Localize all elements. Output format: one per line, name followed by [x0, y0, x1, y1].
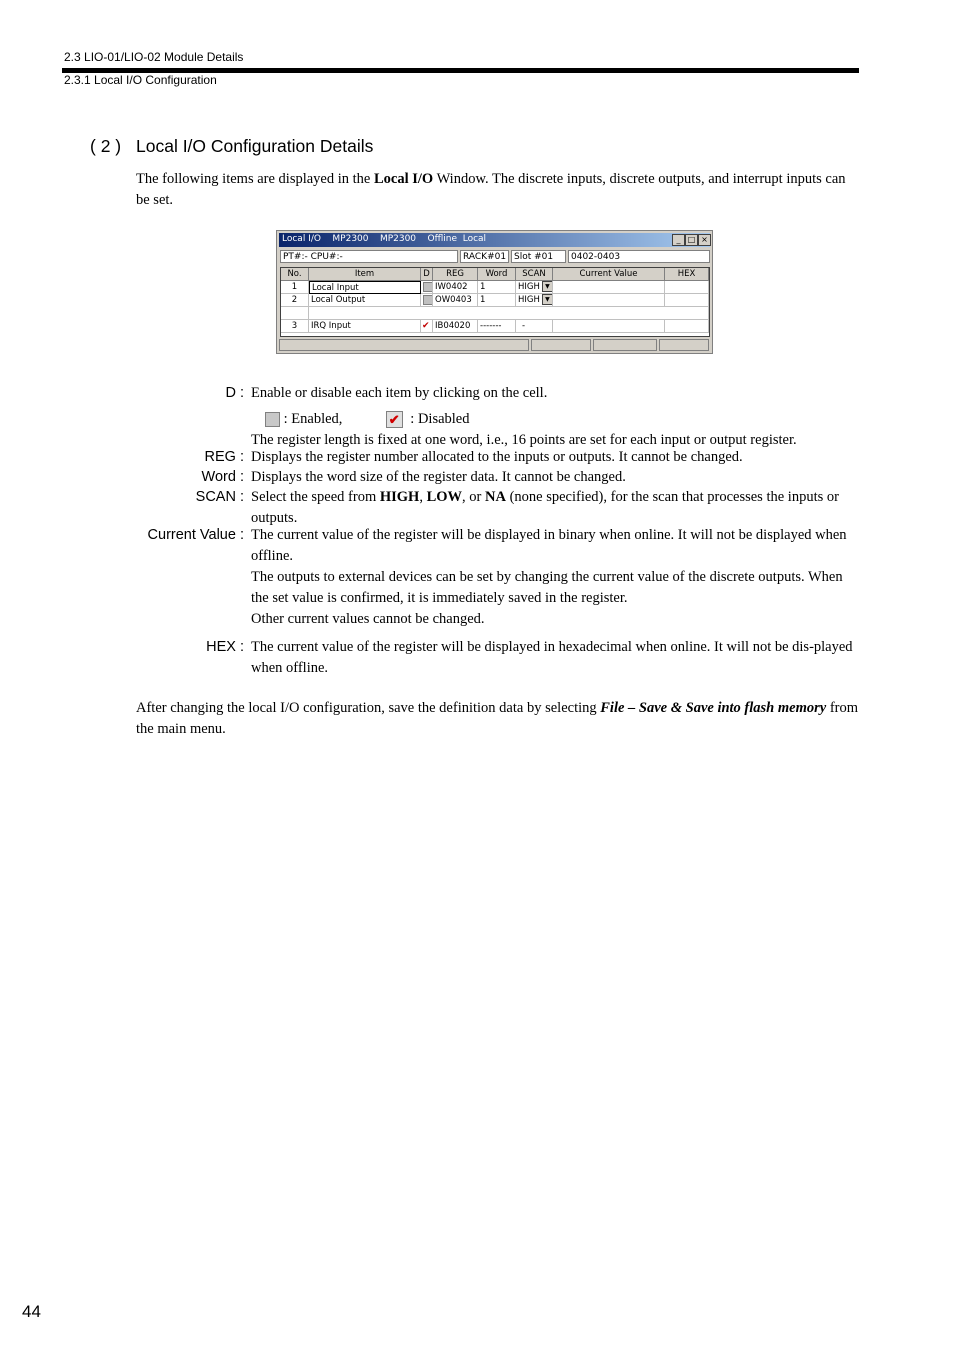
row2-no: 2	[281, 294, 309, 307]
column-header-hex: HEX	[665, 268, 709, 281]
intro-window-name: Local I/O	[373, 171, 434, 187]
column-header-d: D	[421, 268, 433, 281]
intro-text-post: Window. The discrete inputs, discrete outputs, and interrupt inputs can be set.	[136, 171, 846, 208]
section-title	[90, 136, 373, 157]
row3-item[interactable]: IRQ Input	[309, 320, 421, 333]
window-titlebar	[279, 233, 710, 247]
resize-grip-icon[interactable]	[659, 339, 709, 351]
outro-text-post: from the main menu.	[136, 700, 859, 737]
row1-hex	[665, 281, 709, 294]
io-grid	[280, 267, 710, 337]
row1-scan[interactable]	[516, 281, 553, 294]
row1-reg: IW0402	[433, 281, 478, 294]
slot-field: Slot #01	[511, 250, 566, 263]
disabled-checkmark-icon: ✔	[386, 411, 403, 428]
desc-scan	[251, 487, 859, 529]
d-legend	[265, 409, 765, 430]
row1-no: 1	[281, 281, 309, 294]
row-empty-no	[281, 307, 309, 320]
menu-path: File – Save & Save into flash memory	[600, 700, 827, 716]
rack-field: RACK#01	[460, 250, 509, 263]
desc-current-value-1: The current value of the register will be displayed in binary when online. It will not be displayed when offline.	[251, 527, 847, 564]
scan-text: , or	[462, 489, 485, 505]
intro-paragraph	[136, 169, 858, 211]
row3-word: -------	[478, 320, 516, 333]
column-header-current-value: Current Value	[553, 268, 665, 281]
chevron-down-icon[interactable]: ▼	[542, 294, 553, 305]
scan-text: (none specified), for the scan that processes the inputs or outputs.	[251, 489, 839, 526]
scan-text: Select the speed from	[251, 489, 380, 505]
term-d: D :	[225, 385, 244, 401]
desc-d: Enable or disable each item by clicking on the cell.	[251, 385, 548, 401]
row3-d-cell[interactable]	[421, 320, 433, 333]
address-range-field: 0402-0403	[568, 250, 710, 263]
term-reg: REG :	[204, 449, 244, 465]
section-title-text: Local I/O Configuration Details	[136, 136, 374, 156]
local-io-window	[276, 230, 713, 354]
status-pane	[279, 339, 529, 351]
scan-na: NA	[485, 489, 506, 505]
scan-text: ,	[419, 489, 427, 505]
row1-current-value[interactable]	[553, 281, 665, 294]
desc-d-note: The register length is fixed at one word, i.e., 16 points are set for each input or output register.	[251, 432, 797, 448]
row1-word: 1	[478, 281, 516, 294]
status-pane	[531, 339, 591, 351]
row1-item[interactable]: Local Input	[309, 281, 421, 294]
column-header-reg: REG	[433, 268, 478, 281]
term-current-value: Current Value :	[147, 527, 244, 543]
row2-word: 1	[478, 294, 516, 307]
close-icon[interactable]: ×	[698, 234, 711, 246]
row2-d-cell[interactable]	[421, 294, 433, 307]
enabled-checkbox-icon	[423, 295, 433, 305]
window-title: Local I/O MP2300 MP2300 Offline Local	[282, 234, 487, 244]
running-header-subsection: 2.3.1 Local I/O Configuration	[64, 73, 217, 87]
row1-scan-value: HIGH	[518, 282, 540, 292]
column-header-word: Word	[478, 268, 516, 281]
row2-current-value[interactable]	[553, 294, 665, 307]
row2-item[interactable]: Local Output	[309, 294, 421, 307]
enabled-label: : Enabled,	[283, 411, 343, 427]
term-word: Word :	[201, 469, 244, 485]
column-header-scan: SCAN	[516, 268, 553, 281]
disabled-checkmark-icon: ✔	[422, 321, 430, 331]
row3-hex	[665, 320, 709, 333]
status-pane	[593, 339, 657, 351]
row1-d-cell[interactable]	[421, 281, 433, 294]
enabled-checkbox-icon	[423, 282, 433, 292]
chevron-down-icon[interactable]: ▼	[542, 281, 553, 292]
row-empty	[309, 307, 709, 320]
column-header-item: Item	[309, 268, 421, 281]
row2-reg: OW0403	[433, 294, 478, 307]
outro-text-pre: After changing the local I/O configuration, save the definition data by selecting	[136, 700, 601, 716]
desc-current-value-2: The outputs to external devices can be set by changing the current value of the discrete outputs. When the set value is confirmed, it is immediately saved in the register.	[251, 569, 843, 606]
outro-paragraph	[136, 698, 858, 740]
row2-scan[interactable]	[516, 294, 553, 307]
minimize-icon[interactable]: _	[672, 234, 685, 246]
intro-text-pre: The following items are displayed in the	[136, 171, 374, 187]
disabled-label: : Disabled	[410, 411, 470, 427]
pt-cpu-field: PT#:- CPU#:-	[280, 250, 458, 263]
desc-current-value-3: Other current values cannot be changed.	[251, 611, 485, 627]
term-hex: HEX :	[206, 639, 244, 655]
maximize-icon[interactable]: □	[685, 234, 698, 246]
row2-hex	[665, 294, 709, 307]
enabled-checkbox-icon	[265, 412, 280, 427]
column-header-no: No.	[281, 268, 309, 281]
desc-word: Displays the word size of the register data. It cannot be changed.	[251, 469, 626, 485]
running-header-section: 2.3 LIO-01/LIO-02 Module Details	[64, 50, 244, 64]
page-number: 44	[22, 1302, 41, 1321]
term-scan: SCAN :	[195, 489, 244, 505]
scan-high: HIGH	[379, 489, 420, 505]
row2-scan-value: HIGH	[518, 295, 540, 305]
row3-scan: -	[516, 320, 553, 333]
row3-current-value	[553, 320, 665, 333]
desc-reg: Displays the register number allocated to the inputs or outputs. It cannot be changed.	[251, 449, 743, 465]
desc-hex: The current value of the register will be displayed in hexadecimal when online. It will not be dis-played when offline.	[251, 639, 853, 676]
scan-low: LOW	[426, 489, 463, 505]
row3-reg: IB04020	[433, 320, 478, 333]
window-statusbar	[279, 339, 710, 351]
row3-no: 3	[281, 320, 309, 333]
section-number: ( 2 )	[90, 136, 122, 156]
